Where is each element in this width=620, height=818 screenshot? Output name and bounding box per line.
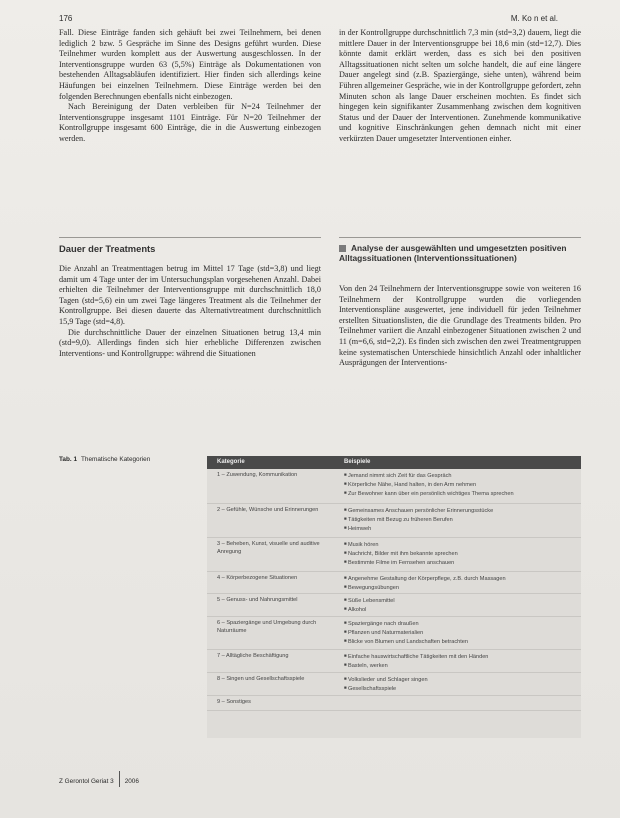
example-item: ■ Nachricht, Bilder mit ihm bekannte sprechen [344, 549, 574, 558]
example-item: ■ Gemeinsames Anschauen persönlicher Erinnerungsstücke [344, 506, 574, 515]
table-row [207, 469, 581, 504]
table-row [207, 538, 581, 572]
example-item: ■ Pflanzen und Naturmaterialien [344, 628, 574, 637]
table-header [207, 456, 581, 469]
category-cell: 1 – Zuwendung, Kommunikation [217, 472, 298, 478]
category-cell: 2 – Gefühle, Wünsche und Erinnerungen [217, 507, 319, 513]
right-column-top [339, 28, 581, 145]
footer [59, 771, 139, 787]
category-cell: 4 – Körperbezogene Situationen [217, 575, 298, 581]
examples-cell [344, 596, 574, 614]
example-item: ■ Bewegungsübungen [344, 583, 574, 592]
category-cell: 9 – Sonstiges [217, 699, 251, 705]
paragraph: in der Kontrollgruppe durchschnittlich 7,3 min (std=3,2) dauern, liegt die mittlere Dauer in der Interventionsgruppe bei 18,6 min (std=12,7). Dies könnte damit erklärt werden, dass es sich bei den positiven Alltagssituationen nicht selten um solche handelt, die auf eine längere Dauer angelegt sind (z.B. Spaziergänge, siehe unten), während beim Führen allgemeiner Gespräche, wie in der Kontrollgruppe gefordert, zehn Minuten schon als lange Dauer erscheinen mochten. Es findet sich hingegen kein signifikanter Zusammenhang zwischen dem kognitiven Status und der Dauer der Interventionen. Zunehmende kommunikative und kognitive Einschränkungen gehen demnach nicht mit einer verkürzten Dauer umgesetzter Interventionen einher. [339, 28, 581, 143]
footer-divider [119, 771, 120, 787]
category-table [207, 456, 581, 738]
example-item: ■ Musik hören [344, 540, 574, 549]
square-bullet-icon [339, 245, 346, 252]
paragraph: Von den 24 Teilnehmern der Interventionsgruppe sowie von weiteren 16 Teilnehmern der Kontrollgruppe wurden die vorliegenden Interventionspläne ausgewertet, jene individuell für jeden Teilnehmer erstellten Situationslisten, die die Grundlage des Treatments bilden. Pro Teilnehmer variiert die Anzahl einbezogener Situationen zwischen 2 und 11 (m=6,6, std=2,2). Es finden sich zwischen den zwei Treatmentgruppen keine systematischen Unterschiede hinsichtlich Anzahl oder inhaltlicher Ausprägungen der Interventions- [339, 284, 581, 368]
example-item: ■ Gesellschaftsspiele [344, 684, 574, 693]
examples-cell [344, 540, 574, 567]
table-label: Tab. 1 [59, 456, 77, 463]
table-caption-text: Thematische Kategorien [81, 456, 151, 463]
table-row [207, 650, 581, 673]
section-rule [339, 237, 581, 238]
category-cell: 6 – Spaziergänge und Umgebung durch Naturräume [217, 620, 317, 634]
table-caption [59, 456, 150, 463]
left-column-top [59, 28, 321, 145]
example-item: ■ Bestimmte Filme im Fernsehen anschauen [344, 558, 574, 567]
left-column-bottom [59, 264, 321, 359]
examples-cell [344, 506, 574, 533]
example-item: ■ Volkslieder und Schlager singen [344, 675, 574, 684]
examples-cell [344, 574, 574, 592]
example-item: ■ Jemand nimmt sich Zeit für das Gespräch [344, 471, 574, 480]
paragraph: Die Anzahl an Treatmenttagen betrug im Mittel 17 Tage (std=3,8) und liegt damit um 4 Tage unter der im Untersuchungsplan vorgesehenen Anzahl. Dabei erhielten die Teilnehmer der Interventionsgruppe mit durchschnittlich 18,0 Tagen (std=5,6) ein um zwei Tage längeres Treatment als die Teilnehmer der Kontrollgruppe. Bei diesen dauerte das Alternativtreatment durchschnittlich 15,9 Tage (std=4,8). [59, 264, 321, 326]
section-rule [59, 237, 321, 238]
right-column-bottom [339, 284, 581, 369]
category-cell: 3 – Beheben, Kunst, visuelle und auditive Anregung [217, 541, 320, 555]
table-row [207, 504, 581, 538]
journal-name: Z Gerontol Geriat 3 [59, 778, 114, 785]
table-row [207, 696, 581, 711]
examples-cell [344, 652, 574, 670]
table-body [207, 469, 581, 711]
examples-cell [344, 675, 574, 693]
table-row [207, 673, 581, 696]
paragraph: Nach Bereinigung der Daten verbleiben für N=24 Teilnehmer der Interventionsgruppe insgesamt 1101 Einträge. Für N=20 Teilnehmer der Kontrollgruppe insgesamt 600 Einträge, die in die Auswertung einbezogen werden. [59, 102, 321, 143]
section-title: Dauer der Treatments [59, 243, 156, 254]
page-number: 176 [59, 14, 73, 23]
table-row [207, 617, 581, 650]
table-row [207, 594, 581, 617]
example-item: ■ Alkohol [344, 605, 574, 614]
examples-cell [344, 471, 574, 498]
category-cell: 5 – Genuss- und Nahrungsmittel [217, 597, 298, 603]
example-item: ■ Blicke von Blumen und Landschaften betrachten [344, 637, 574, 646]
example-item: ■ Körperliche Nähe, Hand halten, in den Arm nehmen [344, 480, 574, 489]
table-row [207, 572, 581, 594]
column-header: Kategorie [217, 459, 245, 465]
example-item: ■ Einfache hauswirtschaftliche Tätigkeiten mit den Händen [344, 652, 574, 661]
example-item: ■ Spaziergänge nach draußen [344, 619, 574, 628]
subsection-heading-text: Analyse der ausgewählten und umgesetzten positiven Alltagssituationen (Interventionssituationen) [339, 243, 567, 263]
example-item: ■ Tätigkeiten mit Bezug zu früheren Berufen [344, 515, 574, 524]
example-item: ■ Basteln, werken [344, 661, 574, 670]
column-header: Beispiele [344, 459, 371, 465]
example-item: ■ Heimweh [344, 524, 574, 533]
category-cell: 7 – Alltägliche Beschäftigung [217, 653, 289, 659]
example-item: ■ Süße Lebensmittel [344, 596, 574, 605]
running-header-author: M. Ko n et al. [510, 14, 558, 23]
examples-cell [344, 619, 574, 646]
example-item: ■ Zur Bewohner kann über ein persönlich wichtiges Thema sprechen [344, 489, 574, 498]
subsection-heading [339, 243, 581, 263]
paragraph: Fall. Diese Einträge fanden sich gehäuft bei zwei Teilnehmern, bei denen lediglich 2 bzw. 5 Gespräche im Sinne des Designs geführt wurden. Diese Teilnehmer wurden komplett aus der Auswertung ausgeschlossen. In der Interventionsgruppe wurden 63 (5,5%) Einträge als Dokumentationen von bestehenden Alltagsabläufen identifiziert. Hier finden sich allerdings keine Häufungen bei einzelnen Teilnehmern. Diese Einträge werden bei den folgenden Berechnungen ebenfalls nicht einbezogen. [59, 28, 321, 101]
paragraph: Die durchschnittliche Dauer der einzelnen Situationen betrug 13,4 min (std=9,0). Allerdings finden sich hier erhebliche Differenzen zwischen Interventions- und Kontrollgruppe: während die Situationen [59, 327, 321, 358]
category-cell: 8 – Singen und Gesellschaftsspiele [217, 676, 305, 682]
example-item: ■ Angenehme Gestaltung der Körperpflege, z.B. durch Massagen [344, 574, 574, 583]
journal-year: 2006 [124, 778, 139, 785]
